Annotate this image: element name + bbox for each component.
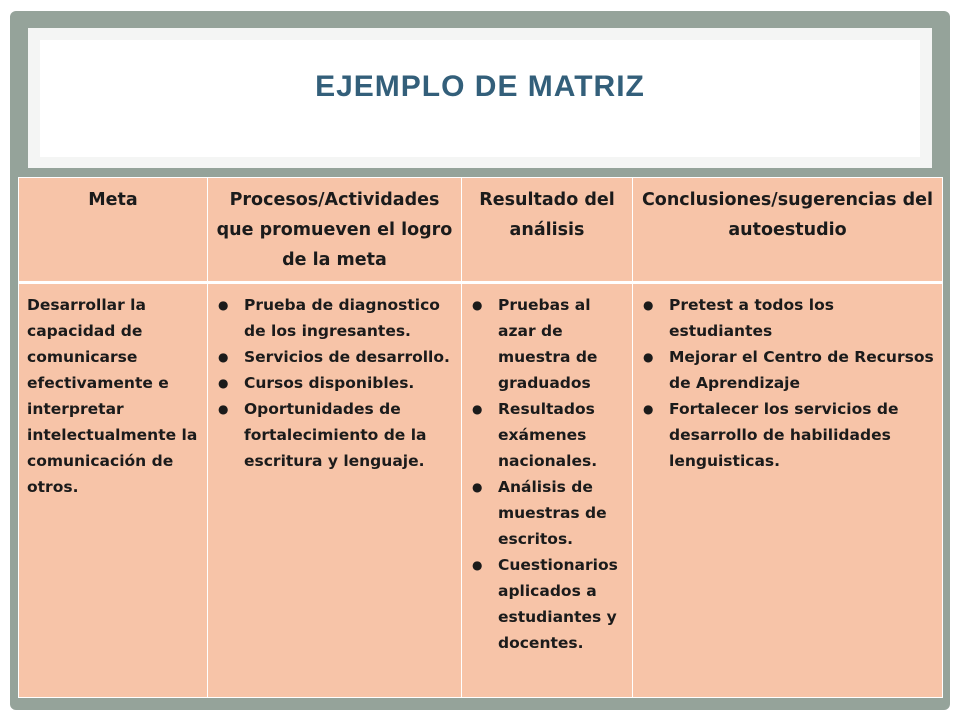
bullet-icon: ● <box>643 350 654 364</box>
list-item <box>470 474 626 552</box>
list-item <box>470 396 626 474</box>
list-item-text: Pretest a todos los estudiantes <box>669 296 834 340</box>
list-item-text: Pruebas al azar de muestra de graduados <box>498 296 598 392</box>
goal-cell <box>19 283 208 698</box>
header-conclusions: Conclusiones/sugerencias del autoestudio <box>633 178 943 283</box>
processes-cell <box>208 283 462 698</box>
list-item-text: Cursos disponibles. <box>244 374 415 392</box>
list-item <box>470 292 626 396</box>
bullet-icon: ● <box>472 298 483 312</box>
bullet-icon: ● <box>218 298 229 312</box>
header-meta: Meta <box>19 178 208 283</box>
slide-title: EJEMPLO DE MATRIZ <box>315 70 645 103</box>
results-cell <box>462 283 633 698</box>
list-item-text: Mejorar el Centro de Recursos de Aprendizaje <box>669 348 934 392</box>
bullet-icon: ● <box>643 402 654 416</box>
list-item <box>641 344 936 396</box>
results-list <box>470 292 626 656</box>
bullet-icon: ● <box>472 558 483 572</box>
bullet-icon: ● <box>643 298 654 312</box>
processes-list <box>216 292 455 474</box>
conclusions-cell <box>633 283 943 698</box>
matrix-table <box>18 177 943 698</box>
list-item-text: Análisis de muestras de escritos. <box>498 478 607 548</box>
list-item-text: Servicios de desarrollo. <box>244 348 450 366</box>
list-item <box>641 292 936 344</box>
header-row <box>19 178 943 283</box>
bullet-icon: ● <box>218 376 229 390</box>
list-item-text: Oportunidades de fortalecimiento de la escritura y lenguaje. <box>244 400 427 470</box>
list-item <box>216 292 455 344</box>
bullet-icon: ● <box>472 480 483 494</box>
list-item <box>216 396 455 474</box>
list-item <box>216 370 455 396</box>
list-item <box>470 552 626 656</box>
conclusions-list <box>641 292 936 474</box>
body-row <box>19 283 943 698</box>
bullet-icon: ● <box>218 350 229 364</box>
list-item <box>216 344 455 370</box>
list-item-text: Prueba de diagnostico de los ingresantes. <box>244 296 440 340</box>
list-item-text: Resultados exámenes nacionales. <box>498 400 598 470</box>
list-item-text: Fortalecer los servicios de desarrollo de habilidades lenguisticas. <box>669 400 899 470</box>
header-results: Resultado del análisis <box>462 178 633 283</box>
bullet-icon: ● <box>472 402 483 416</box>
list-item-text: Cuestionarios aplicados a estudiantes y docentes. <box>498 556 618 652</box>
goal-text: Desarrollar la capacidad de comunicarse efectivamente e interpretar intelectualmente la comunicación de otros. <box>27 296 198 496</box>
header-processes: Procesos/Actividades que promueven el logro de la meta <box>208 178 462 283</box>
bullet-icon: ● <box>218 402 229 416</box>
list-item <box>641 396 936 474</box>
